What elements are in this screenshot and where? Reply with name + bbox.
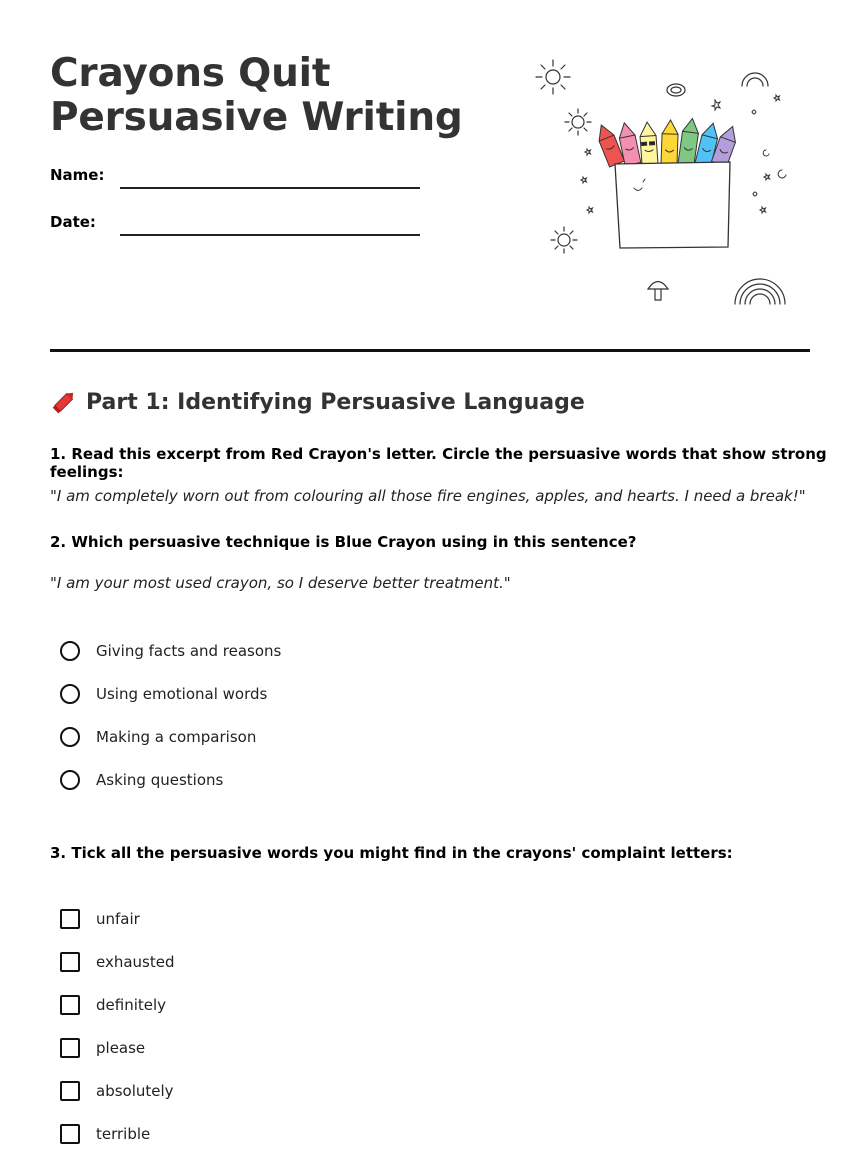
scribble-icon <box>667 84 685 96</box>
part1-heading-text: Part 1: Identifying Persuasive Language <box>86 389 585 415</box>
checkbox[interactable] <box>60 909 80 929</box>
checkbox-label: unfair <box>96 910 140 928</box>
crayon-icon <box>50 388 78 416</box>
date-label: Date: <box>50 213 96 231</box>
radio-option[interactable] <box>60 684 267 704</box>
section-divider <box>50 349 810 352</box>
quote-2: "I am your most used crayon, so I deserve better treatment." <box>50 574 511 592</box>
mushroom-icon <box>648 282 668 301</box>
checkbox-label: definitely <box>96 996 167 1014</box>
sun-icon <box>551 227 577 253</box>
checkbox[interactable] <box>60 952 80 972</box>
checkbox[interactable] <box>60 1124 80 1144</box>
sun-icon <box>536 60 570 94</box>
rainbow-icon <box>742 73 768 86</box>
radio-button[interactable] <box>60 641 80 661</box>
checkbox-option[interactable] <box>60 1124 150 1144</box>
radio-label: Giving facts and reasons <box>96 642 282 660</box>
radio-button[interactable] <box>60 684 80 704</box>
checkbox[interactable] <box>60 1038 80 1058</box>
checkbox-label: terrible <box>96 1125 151 1143</box>
radio-button[interactable] <box>60 770 80 790</box>
radio-button[interactable] <box>60 727 80 747</box>
rainbow-icon <box>735 279 785 304</box>
checkbox-option[interactable] <box>60 1081 174 1101</box>
radio-label: Making a comparison <box>96 728 257 746</box>
checkbox-label: please <box>96 1039 146 1057</box>
radio-option[interactable] <box>60 770 223 790</box>
question-2: 2. Which persuasive technique is Blue Crayon using in this sentence? <box>50 533 637 551</box>
checkbox-option[interactable] <box>60 995 166 1015</box>
name-label: Name: <box>50 166 105 184</box>
page-title: Crayons Quit Persuasive Writing <box>50 51 463 140</box>
radio-option[interactable] <box>60 727 256 747</box>
checkbox-option[interactable] <box>60 1038 145 1058</box>
crayon-box-doodle-icon <box>530 52 810 322</box>
name-field[interactable] <box>120 187 420 189</box>
checkbox-label: absolutely <box>96 1082 174 1100</box>
quote-1: "I am completely worn out from colouring all those fire engines, apples, and hearts. I need a break!" <box>50 487 806 505</box>
question-3: 3. Tick all the persuasive words you might find in the crayons' complaint letters: <box>50 844 733 862</box>
checkbox[interactable] <box>60 1081 80 1101</box>
radio-label: Asking questions <box>96 771 224 789</box>
question-1: 1. Read this excerpt from Red Crayon's letter. Circle the persuasive words that show strong feelings: <box>50 445 827 481</box>
checkbox[interactable] <box>60 995 80 1015</box>
radio-label: Using emotional words <box>96 685 268 703</box>
checkbox-option[interactable] <box>60 952 175 972</box>
sun-icon <box>565 109 591 135</box>
radio-option[interactable] <box>60 641 281 661</box>
checkbox-option[interactable] <box>60 909 140 929</box>
date-field[interactable] <box>120 234 420 236</box>
part1-heading <box>50 388 585 416</box>
checkbox-label: exhausted <box>96 953 175 971</box>
